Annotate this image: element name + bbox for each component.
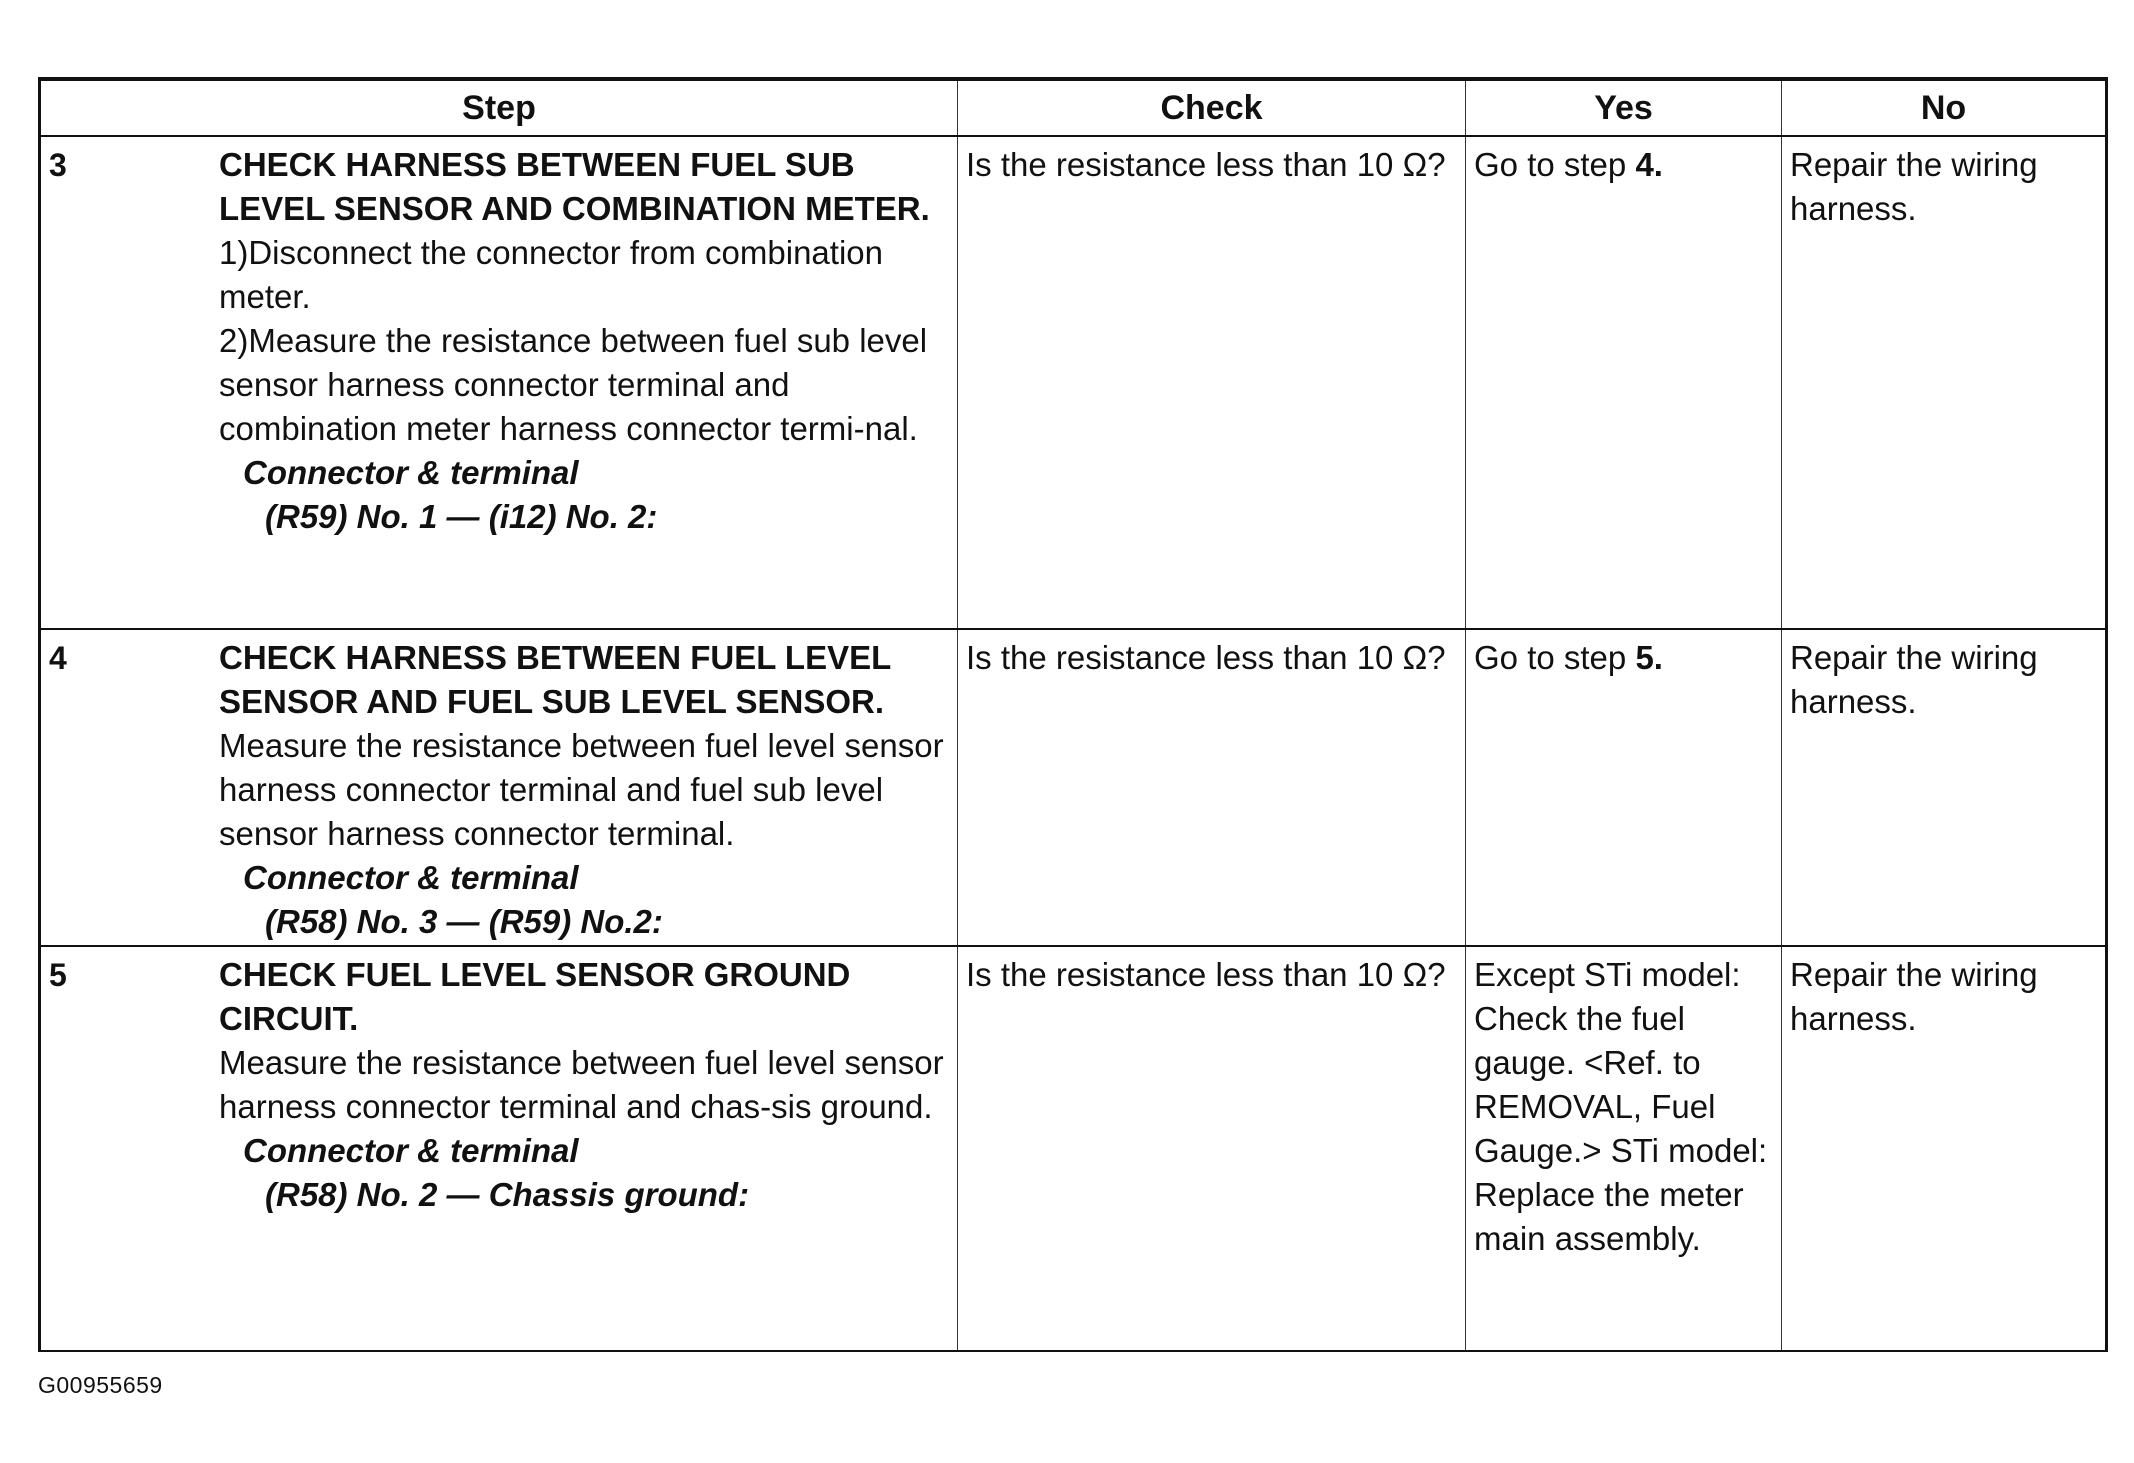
- check-cell: [958, 946, 1466, 1351]
- table-row: [40, 946, 2107, 1351]
- step-instruction: Measure the resistance between fuel level sensor harness connector terminal and chas-sis ground.: [219, 1044, 944, 1125]
- step-number: 4: [49, 640, 67, 676]
- connector-label: Connector & terminal: [243, 1132, 579, 1169]
- header-yes: Yes: [1466, 79, 1782, 136]
- yes-cell: [1466, 946, 1782, 1351]
- yes-text: [1466, 630, 1781, 680]
- yes-cell: [1466, 136, 1782, 629]
- yes-text: [1466, 137, 1781, 187]
- check-cell: [958, 136, 1466, 629]
- step-title: CHECK HARNESS BETWEEN FUEL SUB LEVEL SENSOR AND COMBINATION METER.: [219, 146, 930, 227]
- header-row: [40, 79, 2107, 136]
- check-text: Is the resistance less than 10 Ω?: [966, 639, 1446, 676]
- connector-value: (R59) No. 1 — (i12) No. 2:: [265, 498, 658, 535]
- yes-step: 4.: [1635, 146, 1663, 183]
- step-instruction: 1)Disconnect the connector from combination meter.: [219, 234, 883, 315]
- step-number: 3: [49, 147, 67, 183]
- check-cell: [958, 629, 1466, 946]
- step-cell: [40, 946, 958, 1351]
- step-number: 5: [49, 957, 67, 993]
- step-title: CHECK HARNESS BETWEEN FUEL LEVEL SENSOR AND FUEL SUB LEVEL SENSOR.: [219, 639, 891, 720]
- diagnostic-table: [38, 77, 2108, 1352]
- yes-prefix: Go to step: [1474, 639, 1636, 676]
- header-step: Step: [40, 79, 958, 136]
- no-cell: [1782, 946, 2107, 1351]
- no-cell: [1782, 629, 2107, 946]
- no-cell: [1782, 136, 2107, 629]
- check-text: Is the resistance less than 10 Ω?: [966, 956, 1446, 993]
- step-cell: [40, 629, 958, 946]
- step-instruction: Measure the resistance between fuel level sensor harness connector terminal and fuel sub level sensor harness connector terminal.: [219, 727, 944, 852]
- no-text: Repair the wiring harness.: [1790, 956, 2038, 1037]
- no-text: Repair the wiring harness.: [1790, 146, 2038, 227]
- table-row: [40, 629, 2107, 946]
- yes-prefix: Go to step: [1474, 146, 1636, 183]
- check-text: Is the resistance less than 10 Ω?: [966, 146, 1446, 183]
- figure-id: G00955659: [38, 1372, 163, 1398]
- step-cell: [40, 136, 958, 629]
- connector-value: (R58) No. 3 — (R59) No.2:: [265, 903, 663, 940]
- header-check: Check: [958, 79, 1466, 136]
- step-title: CHECK FUEL LEVEL SENSOR GROUND CIRCUIT.: [219, 956, 851, 1037]
- connector-label: Connector & terminal: [243, 859, 579, 896]
- connector-label: Connector & terminal: [243, 454, 579, 491]
- no-text: Repair the wiring harness.: [1790, 639, 2038, 720]
- header-no: No: [1782, 79, 2107, 136]
- yes-step: 5.: [1635, 639, 1663, 676]
- connector-value: (R58) No. 2 — Chassis ground:: [265, 1176, 750, 1213]
- table-row: [40, 136, 2107, 629]
- step-instruction: 2)Measure the resistance between fuel sub level sensor harness connector terminal and combination meter harness connector termi-nal.: [219, 322, 928, 447]
- yes-text: Except STi model: Check the fuel gauge. <Ref. to REMOVAL, Fuel Gauge.> STi model: Replace the meter main assembly.: [1474, 956, 1768, 1257]
- yes-cell: [1466, 629, 1782, 946]
